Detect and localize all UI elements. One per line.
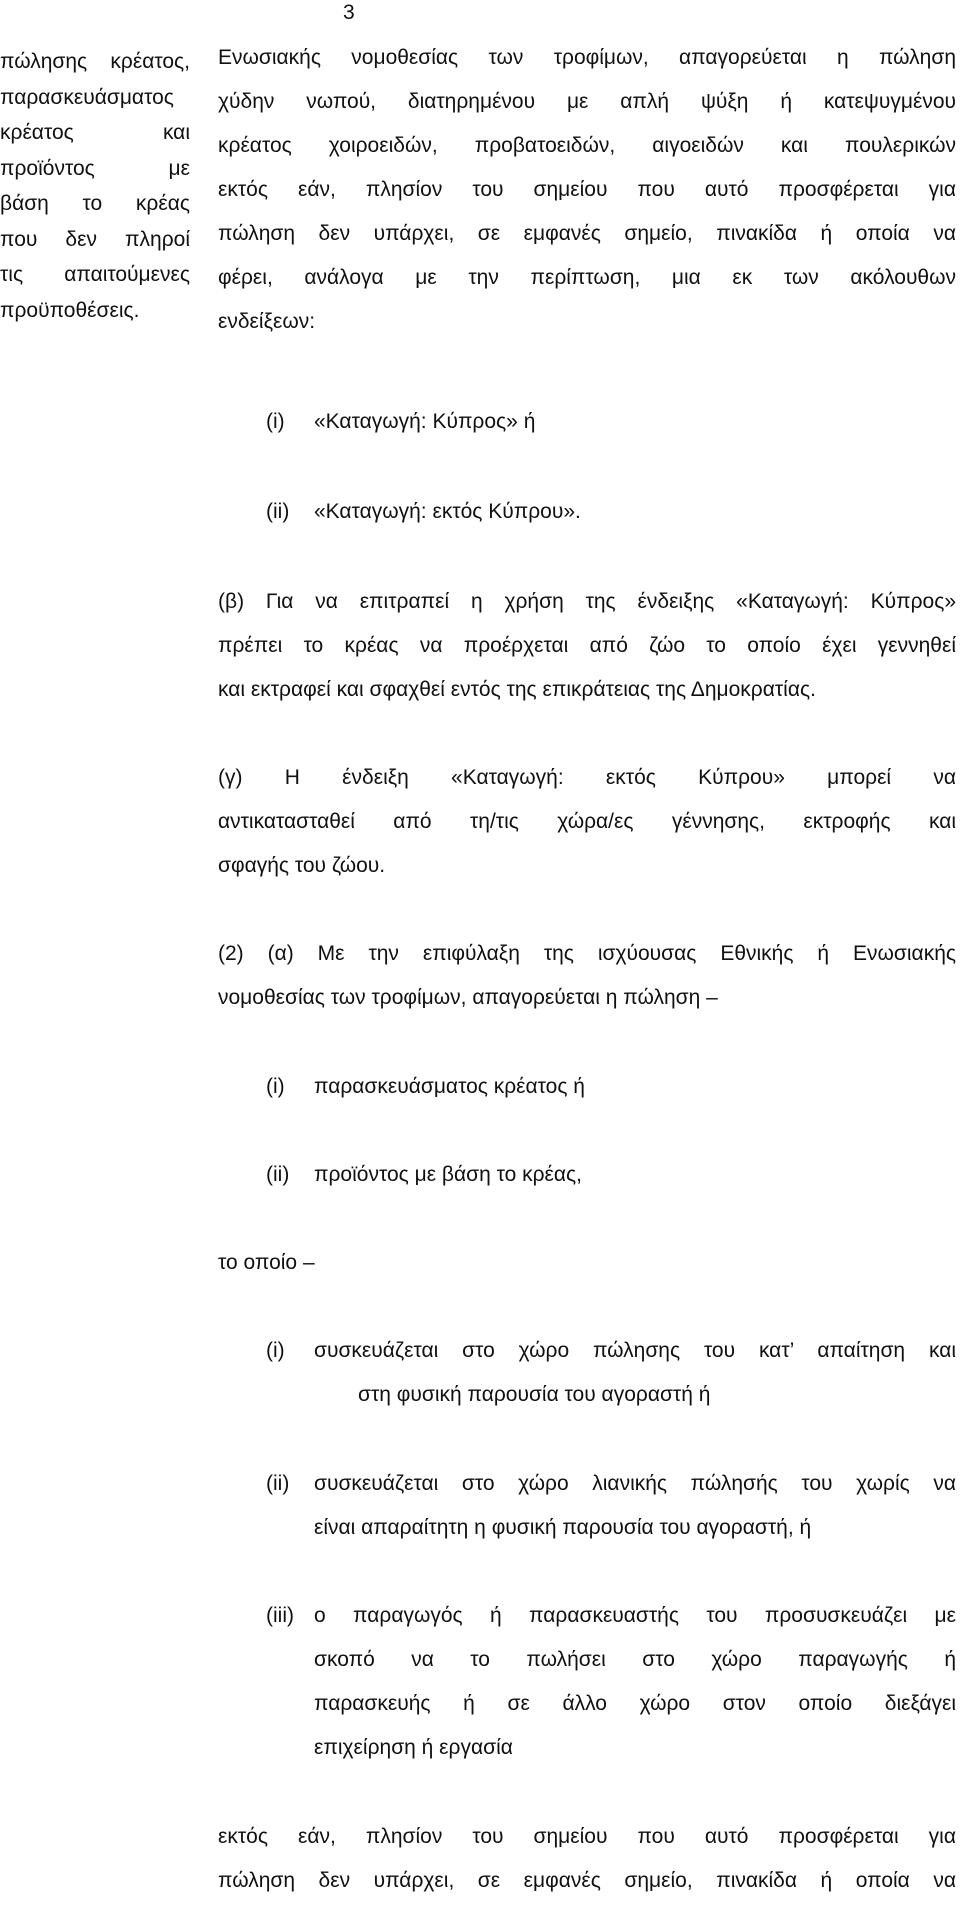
text-line: πώληση δεν υπάρχει, σε εμφανές σημείο, πινακίδα ή οποία να (218, 222, 956, 245)
list-item-number: (i) (266, 1339, 285, 1362)
text-line: πώληση δεν υπάρχει, σε εμφανές σημείο, πινακίδα ή οποία να (218, 1869, 956, 1892)
list-item-text: παρασκευάσματος κρέατος ή (314, 1075, 585, 1098)
text-line: πρέπει το κρέας να προέρχεται από ζώο το οποίο έχει γεννηθεί (218, 634, 956, 657)
text-line: ο παραγωγός ή παρασκευαστής του προσυσκευάζει με (314, 1604, 956, 1627)
list-item-text (314, 1462, 956, 1550)
paragraph-gamma (218, 756, 956, 888)
text-line: (β) Για να επιτραπεί η χρήση της ένδειξης «Καταγωγή: Κύπρος» (218, 590, 956, 613)
margin-note-line: προϋποθέσεις. (0, 298, 140, 322)
list-item-number: (i) (266, 1075, 285, 1098)
margin-note-line: κρέατος και (0, 121, 190, 144)
margin-note-line: που δεν πληροί (0, 227, 190, 251)
margin-note-line: προϊόντος με (0, 156, 190, 180)
paragraph-beta (218, 580, 956, 712)
text-line: παρασκευής ή σε άλλο χώρο στον οποίο διεξάγει (314, 1692, 956, 1715)
text-line: είναι απαραίτητη η φυσική παρουσία του αγοραστή, ή (314, 1516, 812, 1539)
list-item-text (314, 1329, 956, 1373)
paragraph-2a (218, 932, 956, 1020)
list-item-number: (ii) (266, 1163, 290, 1186)
intro-paragraph (218, 36, 956, 344)
margin-note (0, 44, 190, 328)
text-line: ενδείξεων: (218, 310, 316, 333)
list-item-text: στη φυσική παρουσία του αγοραστή ή (358, 1383, 711, 1406)
text-line: συσκευάζεται στο χώρο λιανικής πώλησής του χωρίς να (314, 1472, 956, 1495)
text-line: εκτός εάν, πλησίον του σημείου που αυτό προσφέρεται για (218, 178, 956, 201)
text-line: νομοθεσίας των τροφίμων, απαγορεύεται η πώληση – (218, 986, 718, 1009)
text-line: και εκτραφεί και σφαχθεί εντός της επικράτειας της Δημοκρατίας. (218, 678, 816, 701)
text-line: (γ) Η ένδειξη «Καταγωγή: εκτός Κύπρου» μπορεί να (218, 766, 956, 789)
text-line: σκοπό να το πωλήσει στο χώρο παραγωγής ή (314, 1648, 956, 1671)
margin-note-line: παρασκευάσματος (0, 85, 174, 109)
text-line: χύδην νωπού, διατηρημένου με απλή ψύξη ή κατεψυγμένου (218, 90, 956, 113)
margin-note-line: πώλησης κρέατος, (0, 50, 190, 73)
list-item (266, 490, 289, 534)
list-item-text: προϊόντος με βάση το κρέας, (314, 1163, 582, 1186)
list-item-text: «Καταγωγή: Κύπρος» ή (314, 410, 536, 433)
page-number: 3 (343, 1, 355, 24)
text-line: (2) (α) Με την επιφύλαξη της ισχύουσας Εθνικής ή Ενωσιακής (218, 942, 956, 965)
margin-note-line: βάση το κρέας (0, 192, 190, 215)
text-line: φέρει, ανάλογα με την περίπτωση, μια εκ των ακόλουθων (218, 266, 956, 289)
list-item-number: (ii) (266, 1472, 290, 1495)
closing-paragraph (218, 1815, 956, 1903)
text-line: συσκευάζεται στο χώρο πώλησης του κατ’ απαίτηση και (314, 1339, 956, 1362)
list-item-text (314, 1594, 956, 1770)
text-line: αντικατασταθεί από τη/τις χώρα/ες γέννησης, εκτροφής και (218, 810, 956, 833)
list-item-number: (iii) (266, 1604, 294, 1627)
list-item-text: «Καταγωγή: εκτός Κύπρου». (314, 500, 581, 523)
which-line: το οποίο – (218, 1251, 315, 1274)
margin-note-line: τις απαιτούμενες (0, 263, 190, 286)
list-item-number: (ii) (266, 500, 290, 523)
text-line: σφαγής του ζώου. (218, 854, 386, 877)
text-line: κρέατος χοιροειδών, προβατοειδών, αιγοειδών και πουλερικών (218, 134, 956, 157)
text-line: επιχείρηση ή εργασία (314, 1736, 513, 1759)
text-line: εκτός εάν, πλησίον του σημείου που αυτό προσφέρεται για (218, 1825, 956, 1848)
list-item-number: (i) (266, 410, 285, 433)
text-line: Ενωσιακής νομοθεσίας των τροφίμων, απαγορεύεται η πώληση (218, 46, 956, 69)
list-item (266, 400, 285, 444)
